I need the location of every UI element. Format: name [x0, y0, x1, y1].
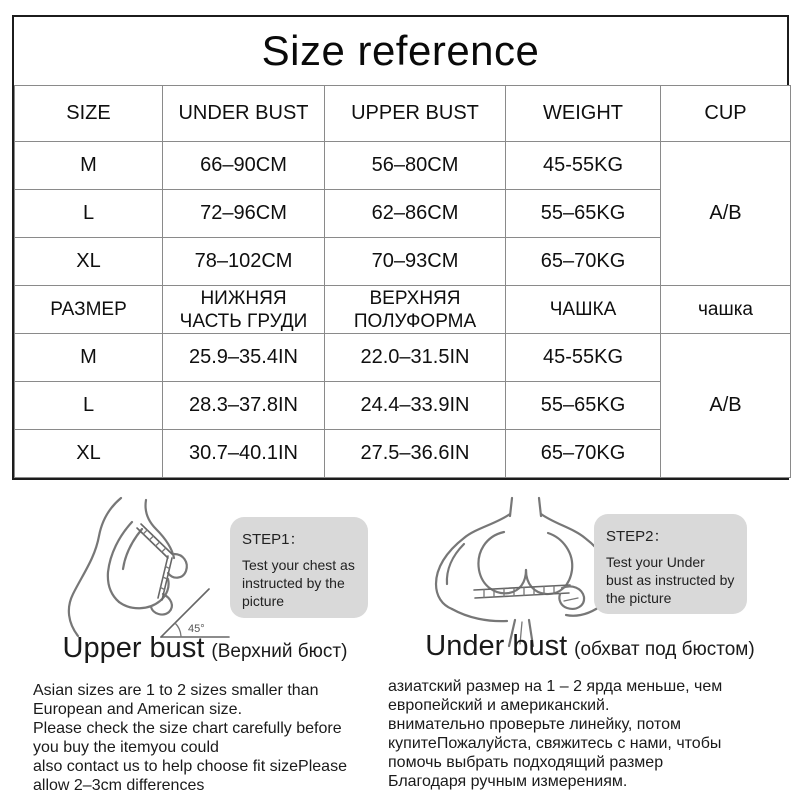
step1-body: Test your chest as instructed by the picture — [242, 557, 355, 609]
step2-body: Test your Under bust as instructed by the picture — [606, 554, 735, 606]
step1-title: STEP1： — [242, 531, 305, 548]
english-note-line: European and American size. — [33, 701, 243, 718]
table-row — [15, 142, 791, 190]
cell-under: 25.9–35.4IN — [163, 334, 325, 382]
cell-upper: 27.5–36.6IN — [325, 430, 506, 478]
cell-size: XL — [15, 430, 163, 478]
english-note-line: you buy the itemyou could — [33, 739, 219, 756]
russian-note-line: помочь выбрать подходящий размер — [388, 754, 664, 771]
cell-size: РАЗМЕР — [15, 286, 163, 334]
cell-cup-ru: чашка — [661, 286, 791, 334]
cell-weight: 65–70KG — [506, 238, 661, 286]
size-chart-panel — [12, 15, 789, 480]
cell-under: 66–90CM — [163, 142, 325, 190]
column-header-size: SIZE — [15, 86, 163, 142]
under-bust-label: Under bust — [425, 630, 568, 662]
upper-bust-measure-illustration — [25, 496, 235, 646]
cell-weight: 65–70KG — [506, 430, 661, 478]
upper-bust-caption — [40, 632, 370, 665]
cell-weight: 45-55KG — [506, 334, 661, 382]
russian-note — [388, 677, 783, 791]
cell-weight: 55–65KG — [506, 190, 661, 238]
column-header-upper: UPPER BUST — [325, 86, 506, 142]
russian-note-line: купитеПожалуйста, свяжитесь с нами, чтобы — [388, 735, 722, 752]
under-bust-sublabel: (обхват под бюстом) — [574, 639, 755, 660]
angle-45-label: 45° — [188, 623, 205, 635]
cell-size: XL — [15, 238, 163, 286]
russian-note-line: европейский и американский. — [388, 697, 610, 714]
cell-upper: 70–93CM — [325, 238, 506, 286]
step1-instruction-box — [230, 517, 368, 618]
english-note-line: Asian sizes are 1 to 2 sizes smaller than — [33, 682, 319, 699]
russian-note-line: азиатский размер на 1 – 2 ярда меньше, чем — [388, 678, 723, 695]
table-header-row — [15, 86, 791, 142]
cell-cup-cm: A/B — [661, 142, 791, 286]
cell-under: 72–96CM — [163, 190, 325, 238]
cell-weight: 55–65KG — [506, 382, 661, 430]
cell-weight: ЧАШКА — [506, 286, 661, 334]
cell-under: 78–102CM — [163, 238, 325, 286]
column-header-cup: CUP — [661, 86, 791, 142]
step2-title: STEP2： — [606, 528, 669, 545]
upper-bust-sublabel: (Верхний бюст) — [211, 641, 348, 662]
cell-size: L — [15, 190, 163, 238]
english-note-line: allow 2–3cm differences — [33, 777, 205, 794]
table-row — [15, 334, 791, 382]
column-header-under: UNDER BUST — [163, 86, 325, 142]
russian-note-line: внимательно проверьте линейку, потом — [388, 716, 682, 733]
english-note-line: also contact us to help choose fit sizePlease — [33, 758, 347, 775]
page-title — [14, 17, 787, 85]
cell-upper: 56–80CM — [325, 142, 506, 190]
cell-cup-in: A/B — [661, 334, 791, 478]
page-title-text: Size reference — [261, 27, 540, 74]
cell-upper: 62–86CM — [325, 190, 506, 238]
cell-weight: 45-55KG — [506, 142, 661, 190]
cell-under: 30.7–40.1IN — [163, 430, 325, 478]
size-table — [14, 85, 791, 478]
step2-instruction-box — [594, 514, 747, 614]
upper-bust-label: Upper bust — [62, 632, 205, 664]
cell-upper: ВЕРХНЯЯ ПОЛУФОРМА — [325, 286, 506, 334]
russian-note-line: Благодаря ручным измерениям. — [388, 773, 628, 790]
column-header-weight: WEIGHT — [506, 86, 661, 142]
table-row-russian-headers — [15, 286, 791, 334]
cell-upper: 22.0–31.5IN — [325, 334, 506, 382]
cell-size: L — [15, 382, 163, 430]
cell-under: НИЖНЯЯ ЧАСТЬ ГРУДИ — [163, 286, 325, 334]
cell-size: M — [15, 334, 163, 382]
english-note-line: Please check the size chart carefully before — [33, 720, 342, 737]
cell-under: 28.3–37.8IN — [163, 382, 325, 430]
english-note — [33, 681, 393, 795]
cell-upper: 24.4–33.9IN — [325, 382, 506, 430]
under-bust-caption — [420, 630, 760, 663]
cell-size: M — [15, 142, 163, 190]
